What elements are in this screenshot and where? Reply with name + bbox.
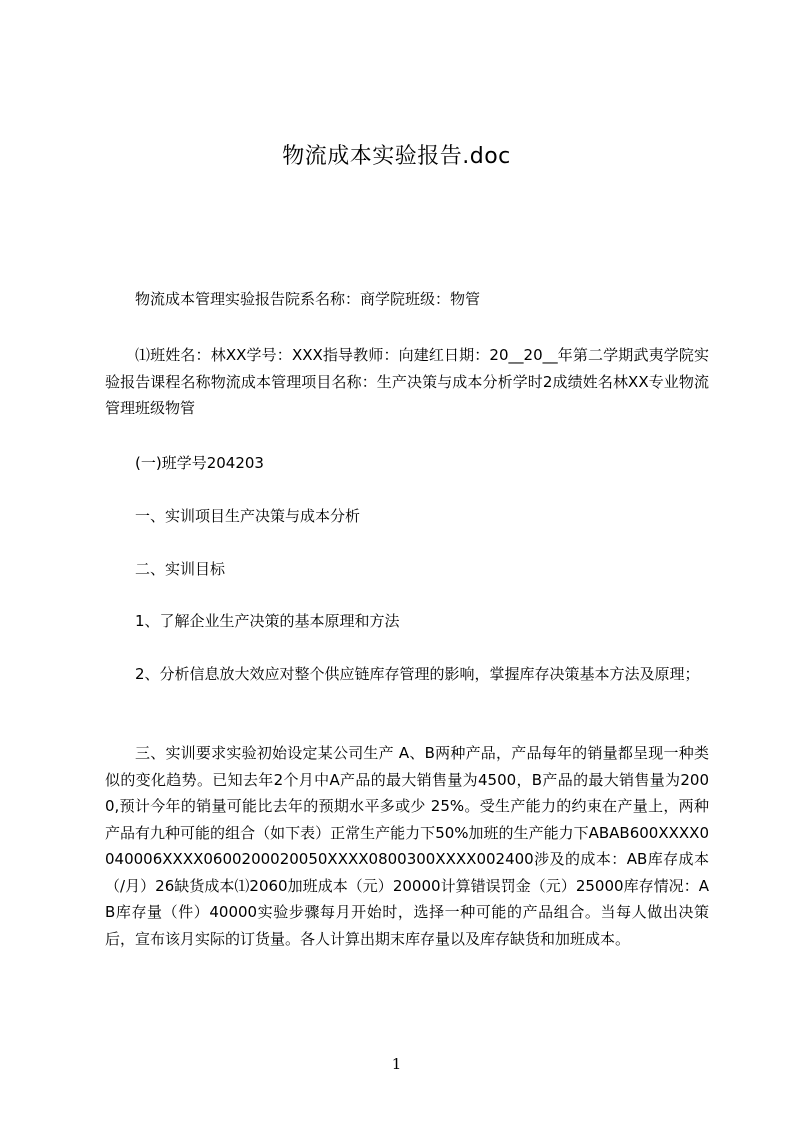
paragraph-department-info: 物流成本管理实验报告院系名称：商学院班级：物管	[135, 290, 481, 308]
document-title: 物流成本实验报告.doc	[282, 144, 511, 169]
section-heading-objectives: 二、实训目标	[135, 560, 226, 578]
page-number: 1	[391, 1055, 402, 1073]
section-heading-project: 一、实训项目生产决策与成本分析	[135, 507, 361, 525]
objective-item-2: 2、分析信息放大效应对整个供应链库存管理的影响，掌握库存决策基本方法及原理；	[135, 665, 700, 683]
paragraph-student-course-info: ⑴班姓名：林XX学号：XXX指导教师：向建红日期：20__20__年第二学期武夷学院实验报告课程名称物流成本管理项目名称：生产决策与成本分析学时2成绩姓名林XX专业物流管理班级物管	[105, 346, 709, 417]
objective-item-1: 1、了解企业生产决策的基本原理和方法	[135, 612, 400, 630]
paragraph-student-number: (一)班学号204203	[135, 454, 264, 472]
section-requirements: 三、实训要求实验初始设定某公司生产 A、B两种产品，产品每年的销量都呈现一种类似的变化趋势。已知去年2个月中A产品的最大销售量为4500，B产品的最大销售量为2000,预计今年的销量可能比去年的预期水平多或少 25%。受生产能力的约束在产量上，两种产品有九种可能的组合（如下表）正常生产能力下50%加班的生产能力下ABAB600XXXX0040006XXXX0600200020050XXXX0800300XXXX002400涉及的成本：AB库存成本（/月）26缺货成本⑴2060加班成本（元）20000计算错误罚金（元）25000库存情况：AB库存量（件）40000实验步骤每月开始时，选择一种可能的产品组合。当每人做出决策后，宣布该月实际的订货量。各人计算出期末库存量以及库存缺货和加班成本。	[105, 744, 709, 948]
